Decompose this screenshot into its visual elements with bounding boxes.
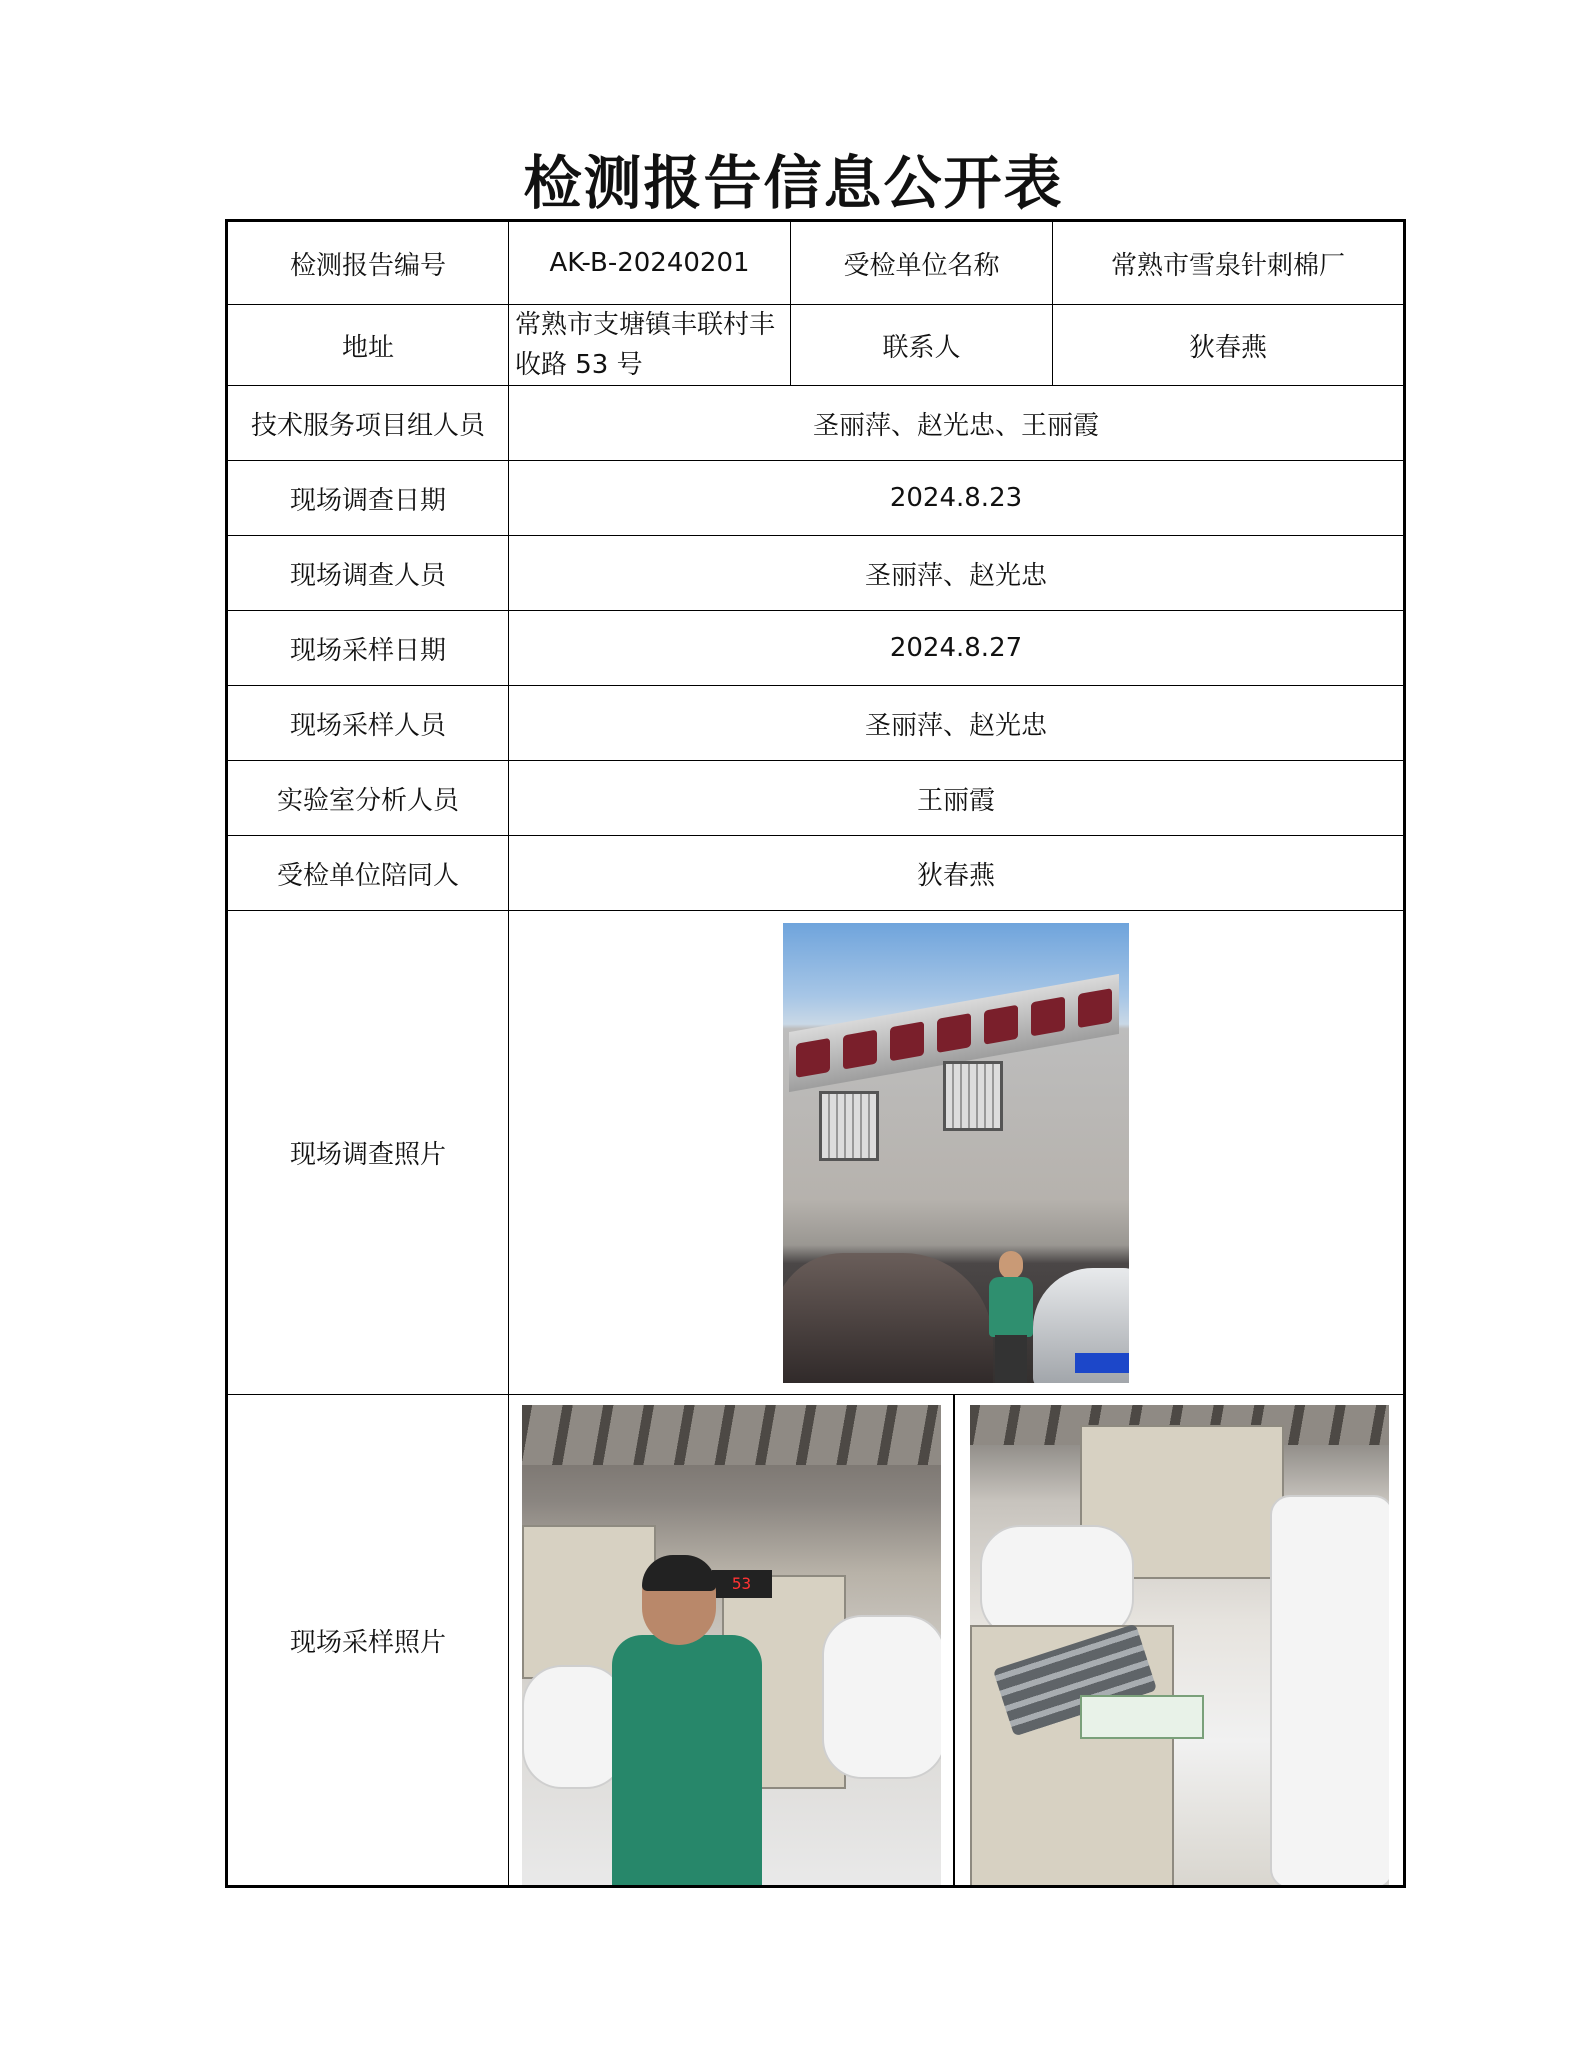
table-row: [227, 221, 1405, 305]
cotton-bale: [980, 1525, 1134, 1639]
contact-label: 联系人: [791, 305, 1053, 386]
sampling-photo-1: [522, 1405, 941, 1885]
cotton-bale: [1270, 1495, 1389, 1885]
row-value: 圣丽萍、赵光忠: [509, 686, 1405, 761]
table-row: [227, 836, 1405, 911]
unit-name-value: 常熟市雪泉针刺棉厂: [1053, 221, 1405, 305]
sampling-photo-2: [970, 1405, 1389, 1885]
row-label: 现场采样日期: [227, 611, 509, 686]
sound-level-reading: 53: [712, 1570, 772, 1598]
row-label: 实验室分析人员: [227, 761, 509, 836]
table-row: [227, 305, 1405, 386]
sampling-photo-cell: [509, 1395, 1405, 1887]
license-plate: [1075, 1353, 1129, 1373]
row-value: 2024.8.23: [509, 461, 1405, 536]
device-label: [1080, 1695, 1204, 1739]
table-row: [227, 686, 1405, 761]
row-label: 现场调查日期: [227, 461, 509, 536]
survey-site-photo: [783, 923, 1129, 1383]
address-label: 地址: [227, 305, 509, 386]
table-row: [227, 761, 1405, 836]
row-value: 圣丽萍、赵光忠: [509, 536, 1405, 611]
car: [783, 1253, 993, 1383]
survey-photo-cell: [509, 911, 1405, 1395]
address-value: 常熟市支塘镇丰联村丰收路 53 号: [509, 305, 791, 386]
sampling-photo-label: 现场采样照片: [227, 1395, 509, 1887]
row-label: 技术服务项目组人员: [227, 386, 509, 461]
window: [943, 1061, 1003, 1131]
table-row: [227, 1395, 1405, 1887]
inspector-figure: [987, 1251, 1035, 1383]
table-row: [227, 386, 1405, 461]
table-row: [227, 536, 1405, 611]
unit-name-label: 受检单位名称: [791, 221, 1053, 305]
row-label: 现场调查人员: [227, 536, 509, 611]
report-no-value: AK-B-20240201: [509, 221, 791, 305]
report-no-label: 检测报告编号: [227, 221, 509, 305]
row-label: 受检单位陪同人: [227, 836, 509, 911]
contact-value: 狄春燕: [1053, 305, 1405, 386]
worker-figure: [612, 1555, 762, 1885]
row-label: 现场采样人员: [227, 686, 509, 761]
row-value: 王丽霞: [509, 761, 1405, 836]
cotton-bale: [522, 1665, 626, 1789]
table-row: [227, 611, 1405, 686]
page-title: 检测报告信息公开表: [523, 149, 1064, 217]
cotton-bale: [822, 1615, 941, 1779]
survey-photo-label: 现场调查照片: [227, 911, 509, 1395]
row-value: 2024.8.27: [509, 611, 1405, 686]
table-row: [227, 461, 1405, 536]
row-value: 圣丽萍、赵光忠、王丽霞: [509, 386, 1405, 461]
window: [819, 1091, 879, 1161]
row-value: 狄春燕: [509, 836, 1405, 911]
table-row: [227, 911, 1405, 1395]
report-table: [225, 219, 1406, 1888]
